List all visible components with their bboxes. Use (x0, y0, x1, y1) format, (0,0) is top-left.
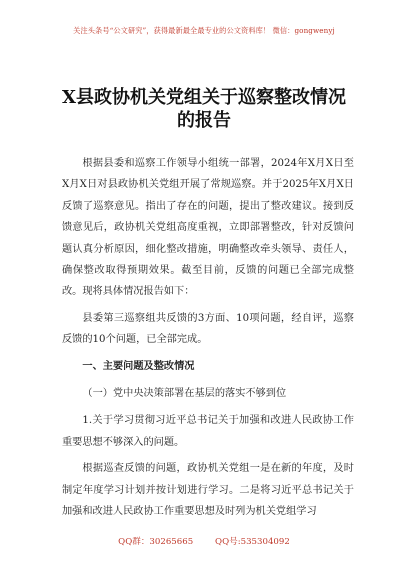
subsection-heading: （一）党中央决策部署在基层的落实不够到位 (82, 388, 287, 400)
footer-contact: QQ群：30265665 QQ号:535304092 (118, 537, 290, 547)
intro-paragraph: 根据县委和巡察工作领导小组统一部署，2024年X月X日至X月X日对县政协机关党组开展了常规巡察。并于2025年X月X日反馈了巡察意见。指出了存在的问题，提出了整改建议。接到反馈意见后，政协机关党组高度重视，立即部署整改，针对反馈问题认真分析原因，细化整改措施，明确整改牵头领导、责任人，确保整改取得预期效果。截至目前，反馈的问题已全部完成整改。现将具体情况报告如下： (62, 158, 354, 298)
section-heading: 一、主要问题及整改情况 (82, 359, 195, 372)
header-promo-note: 关注头条号“公文研究”，获得最新最全最专业的公文资料库！ 微信：gongwenyj (73, 26, 335, 35)
document-title: X县政协机关党组关于巡察整改情况的报告 (62, 87, 346, 131)
item-paragraph: 1.关于学习贯彻习近平总书记关于加强和改进人民政协工作重要思想不够深入的问题。 (62, 415, 354, 448)
summary-paragraph: 县委第三巡察组共反馈的3方面、10项问题，经自评，巡察反馈的10个问题，已全部完成。 (62, 312, 354, 346)
response-paragraph: 根据巡查反馈的问题，政协机关党组一是在新的年度，及时制定年度学习计划并按计划进行学习。二是将习近平总书记关于加强和改进人民政协工作重要思想及时列为机关党组学习 (62, 463, 354, 518)
document-body (62, 153, 354, 528)
